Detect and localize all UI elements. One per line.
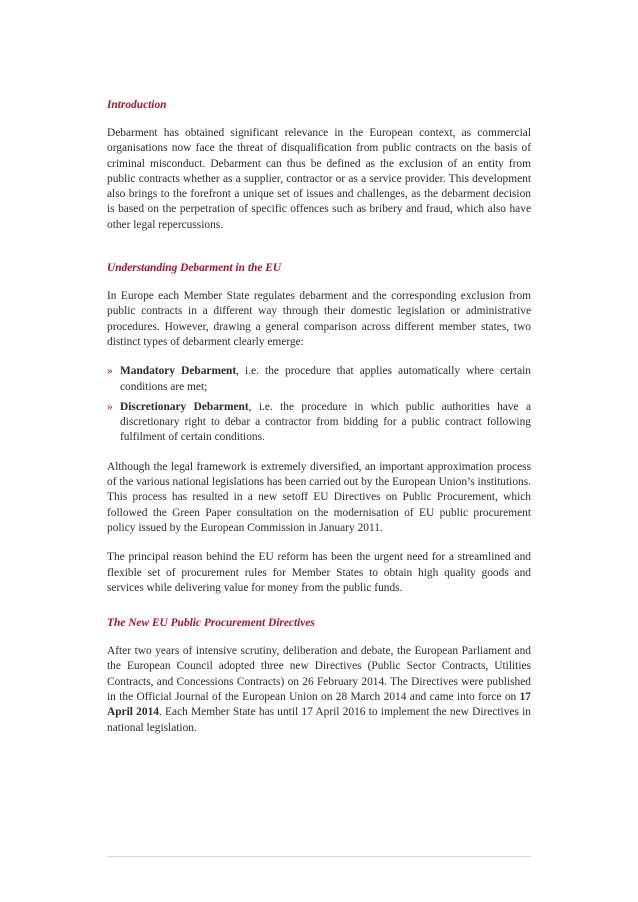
bullet-text: , i.e. the procedure in which public authorities have a discretionary right to debar a contractor from bidding for a public contract following fulfilment of certain conditions. [120, 400, 532, 444]
heading-new-directives: The New EU Public Procurement Directives [107, 617, 315, 630]
intro-paragraph: Debarment has obtained significant relevance in the European context, as commercial organisations now face the threat of disqualification from public contracts on the basis of criminal misconduct. Debarment can thus be defined as the exclusion of an entity from public contracts whether as a supplier, contractor or as a service provider. This development also brings to the forefront a unique set of issues and challenges, as the debarment decision is based on the perpetration of specific offences such as bribery and fraud, which also have other legal repercussions. [107, 127, 531, 231]
bullet-marker-icon: » [107, 365, 113, 378]
understanding-paragraph-2: Although the legal framework is extremely diversified, an important approximation process of the various national legislations has been carried out by the European Union’s institutions. This process has resulted in a new setoff EU Directives on Public Procurement, which followed the Green Paper consultation on the modernisation of EU public procurement policy issued by the European Commission in January 2011. [107, 460, 531, 534]
bullet-term: Discretionary Debarment [120, 400, 249, 413]
bullet-marker-icon: » [107, 400, 113, 413]
debarment-types-list [107, 364, 531, 445]
understanding-paragraph-1: In Europe each Member State regulates debarment and the corresponding exclusion from public contracts in a different way through their domestic legislation or administrative procedures. However, drawing a general comparison across different member states, two distinct types of debarment clearly emerge: [107, 290, 531, 348]
heading-introduction: Introduction [107, 99, 167, 111]
understanding-paragraph-3: The principal reason behind the EU reform has been the urgent need for a streamlined and flexible set of procurement rules for Member States to obtain high quality goods and services while delivering value for money from the public funds. [107, 551, 531, 594]
new-directives-paragraph [107, 644, 531, 736]
footer-divider [107, 856, 531, 857]
new-directives-text-b: . Each Member State has until 17 April 2016 to implement the new Directives in national legislation. [107, 706, 532, 734]
heading-understanding-debarment: Understanding Debarment in the EU [107, 262, 282, 275]
new-directives-text-a: After two years of intensive scrutiny, deliberation and debate, the European Parliament and the European Council adopted three new Directives (Public Sector Contracts, Utilities Contracts, and Concessions Contracts) on 26 February 2014. The Directives were published in the Official Journal of the European Union on 28 March 2014 and came into force on [107, 645, 531, 704]
entry-into-force-date: 17 April 2014 [107, 691, 531, 719]
page-content [107, 98, 531, 750]
list-item [107, 400, 531, 446]
list-item [107, 364, 531, 395]
bullet-text: , i.e. the procedure that applies automatically where certain conditions are met; [120, 365, 531, 393]
bullet-term: Mandatory Debarment [120, 365, 237, 378]
